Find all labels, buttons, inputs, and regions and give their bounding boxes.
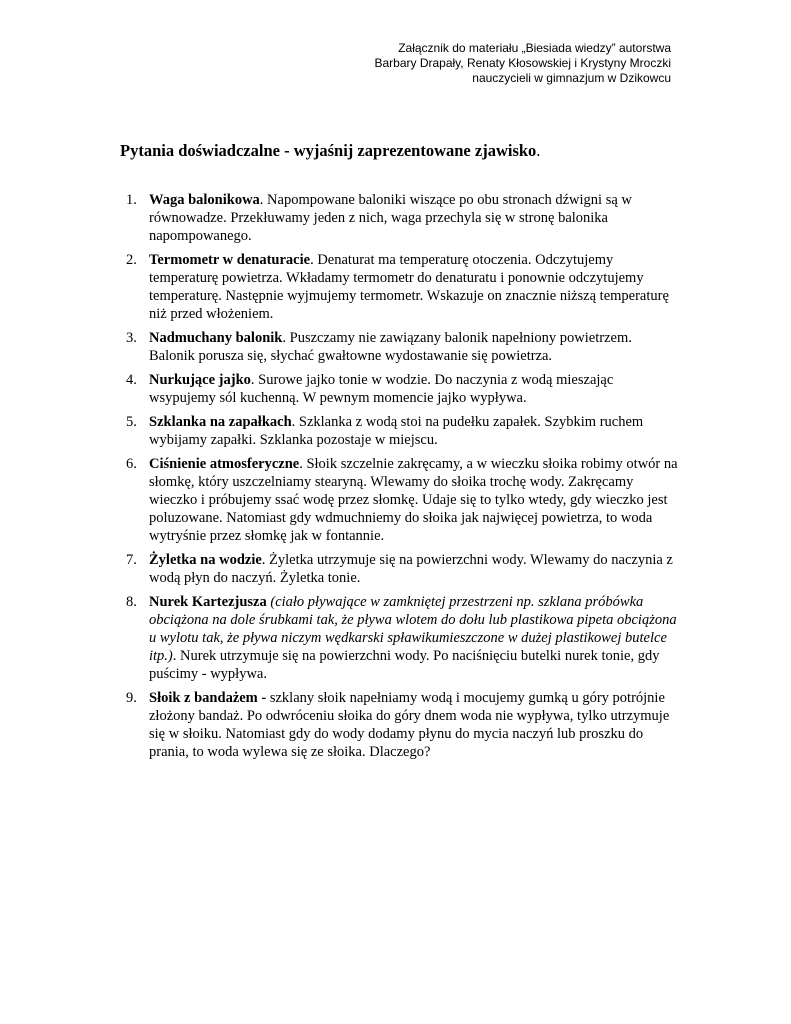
- question-title: Ciśnienie atmosferyczne: [149, 456, 300, 472]
- question-item: [126, 455, 679, 545]
- question-title: Żyletka na wodzie: [149, 552, 262, 568]
- question-title: Nurek Kartezjusza: [149, 594, 267, 610]
- attachment-note: [374, 41, 671, 86]
- question-number: 5.: [126, 414, 137, 430]
- question-item: [126, 593, 679, 683]
- document-title-period: .: [536, 141, 541, 160]
- attachment-note-line-3: nauczycieli w gimnazjum w Dzikowcu: [472, 71, 671, 85]
- questions-list: [126, 191, 679, 767]
- question-title: Szklanka na zapałkach: [149, 414, 292, 430]
- question-title: Nadmuchany balonik: [149, 330, 283, 346]
- question-title: Waga balonikowa: [149, 192, 260, 208]
- question-item: [126, 551, 679, 587]
- question-title: Słoik z bandażem -: [149, 690, 267, 706]
- attachment-note-line-1: Załącznik do materiału „Biesiada wiedzy” autorstwa: [398, 41, 671, 55]
- question-text: . Słoik szczelnie zakręcamy, a w wieczku słoika robimy otwór na słomkę, który uszczelniamy stearyną. Wlewamy do słoika trochę wody. Zakręcamy wieczko i próbujemy ssać wodę przez słomkę. Udaje się to tylko wtedy, gdy wieczko jest poluzowane. Natomiast gdy wdmuchniemy do słoika jak najwięcej powietrza, to woda wytryśnie przez słomkę jak w fontannie.: [149, 456, 678, 544]
- question-text: . Nurek utrzymuje się na powierzchni wody. Po naciśnięciu butelki nurek tonie, gdy puścimy - wypływa.: [149, 648, 660, 682]
- question-italic-note: (ciało pływające w zamkniętej przestrzeni np. szklana próbówka obciążona na dole śrubkami tak, że pływa wlotem do dołu lub plastikowa pipeta obciążona u wylotu tak, że pływa niczym wędkarski spławikumieszczone w dużej plastikowej butelce itp.): [149, 594, 677, 664]
- question-number: 6.: [126, 456, 137, 472]
- question-text: . Żyletka utrzymuje się na powierzchni wody. Wlewamy do naczynia z wodą płyn do naczyń. Żyletka tonie.: [149, 552, 673, 586]
- question-number: 4.: [126, 372, 137, 388]
- question-number: 3.: [126, 330, 137, 346]
- question-text: . Szklanka z wodą stoi na pudełku zapałek. Szybkim ruchem wybijamy zapałki. Szklanka pozostaje w miejscu.: [149, 414, 644, 448]
- question-number: 1.: [126, 192, 137, 208]
- question-item: [126, 251, 679, 323]
- question-text: . Denaturat ma temperaturę otoczenia. Odczytujemy temperaturę powietrza. Wkładamy termometr do denaturatu i ponownie odczytujemy temperaturę. Następnie wyjmujemy termometr. Wskazuje on znacznie niższą temperaturę niż przed włożeniem.: [149, 252, 669, 322]
- question-title: Termometr w denaturacie: [149, 252, 311, 268]
- question-item: [126, 689, 679, 761]
- attachment-note-line-2: Barbary Drapały, Renaty Kłosowskiej i Krystyny Mroczki: [374, 56, 671, 70]
- question-text: szklany słoik napełniamy wodą i mocujemy gumką u góry potrójnie złożony bandaż. Po odwróceniu słoika do góry dnem woda nie wypływa, tylko utrzymuje się w słoiku. Natomiast gdy do wody dodamy płynu do mycia naczyń lub proszku do prania, to woda wylewa się ze słoika. Dlaczego?: [149, 690, 670, 760]
- question-number: 8.: [126, 594, 137, 610]
- question-title: Nurkujące jajko: [149, 372, 251, 388]
- question-item: [126, 191, 679, 245]
- document-title: [120, 141, 540, 161]
- question-item: [126, 413, 679, 449]
- question-text: . Surowe jajko tonie w wodzie. Do naczynia z wodą mieszając wsypujemy sól kuchenną. W pewnym momencie jajko wypływa.: [149, 372, 614, 406]
- question-number: 2.: [126, 252, 137, 268]
- question-item: [126, 371, 679, 407]
- question-number: 7.: [126, 552, 137, 568]
- document-title-text: Pytania doświadczalne - wyjaśnij zaprezentowane zjawisko: [120, 141, 537, 160]
- question-text: . Puszczamy nie zawiązany balonik napełniony powietrzem. Balonik porusza się, słychać gwałtowne wydostawanie się powietrza.: [149, 330, 632, 364]
- question-text: . Napompowane baloniki wiszące po obu stronach dźwigni są w równowadze. Przekłuwamy jeden z nich, waga przechyla się w stronę balonika napompowanego.: [149, 192, 632, 244]
- question-number: 9.: [126, 690, 137, 706]
- question-item: [126, 329, 679, 365]
